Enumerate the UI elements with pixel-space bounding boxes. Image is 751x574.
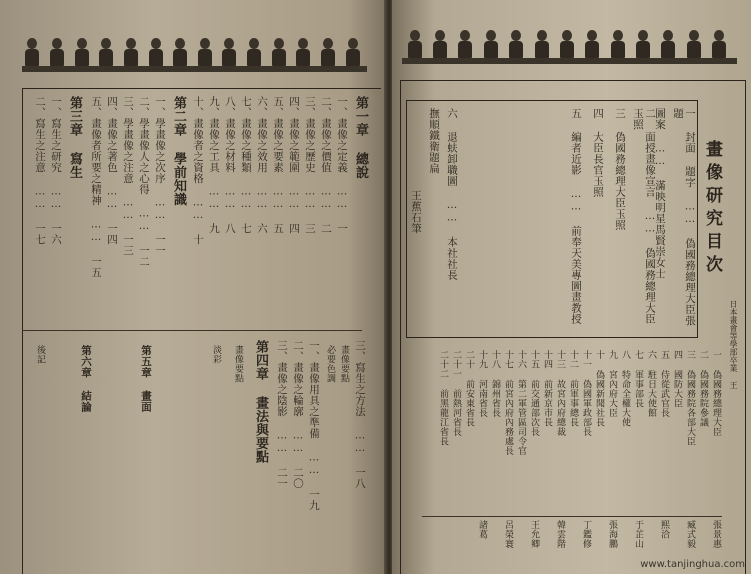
toc-item: 一、學畫像之次序 …… 一一 xyxy=(154,96,166,256)
official-name: 呂榮寰 xyxy=(503,520,513,549)
left-banner-illustration xyxy=(20,22,365,70)
toc-item: 八、畫像之材料 …… 八 xyxy=(224,96,236,234)
toc-item: 二、寫生之注意 …… 一七 xyxy=(34,96,46,245)
right-page xyxy=(392,0,751,574)
official-name: 熙洽 xyxy=(659,520,669,539)
toc-item: 七、畫像之種類 …… 七 xyxy=(240,96,252,234)
official-name: 韓雲階 xyxy=(555,520,565,549)
official-name: 諸葛 xyxy=(477,520,487,539)
left-mid-rule xyxy=(22,330,362,331)
photo-entry: 圖案 …… 滿映明星馬賢崇女士 xyxy=(654,108,666,279)
photo-entry: 六 退蚨卸職圖 …… 本社社長 xyxy=(446,108,458,281)
official-entry: 二十一 前熱河省長 xyxy=(451,350,461,437)
banner-desk xyxy=(402,58,737,64)
toc-label: 第六章 結論 xyxy=(80,345,92,413)
toc-label: 第五章 畫面 xyxy=(140,345,152,413)
official-entry: 十九 河南省長 xyxy=(477,350,487,418)
banner-desk xyxy=(22,66,367,72)
official-name: 張景惠 xyxy=(711,520,721,549)
official-name: 臧式毅 xyxy=(685,520,695,549)
official-entry: 二十 前安東省長 xyxy=(464,350,474,427)
official-entry: 十二 前軍事總長 xyxy=(568,350,578,427)
toc-item: 三、畫像之歷史 …… 三 xyxy=(304,96,316,234)
official-entry: 一 偽國務總理大臣 xyxy=(711,350,721,437)
photo-entry: 二 面授畫像宣言 …… 偽國務總理大臣玉照 xyxy=(632,108,656,325)
official-name: 丁鑑修 xyxy=(581,520,591,549)
photo-entry: 撫順鐵衛題扁 xyxy=(428,108,440,174)
official-entry: 三 偽國務院各部大臣 xyxy=(685,350,695,446)
official-entry: 十五 前交通部次長 xyxy=(529,350,539,437)
watermark-text: www.tanjinghua.com xyxy=(640,559,745,570)
author-strip: 日本畫會等學部卒業 王 xyxy=(729,300,738,389)
official-entry: 五 侍從武官長 xyxy=(659,350,669,418)
official-entry: 十七 前宮內府內務處長 xyxy=(503,350,513,456)
photo-entry: 四 大臣長官玉照 xyxy=(592,108,604,198)
toc-item: 一、寫生之研究 …… 一六 xyxy=(50,96,62,245)
toc-item: 三、學畫像之注意 …… 一三 xyxy=(122,96,134,256)
toc-item: 二、畫像之輪廓 …… 二〇 xyxy=(292,340,304,489)
toc-item: 五、畫像之要素 …… 五 xyxy=(272,96,284,234)
official-name: 于芷山 xyxy=(633,520,643,549)
official-entry: 十六 第二軍管區司令官 xyxy=(516,350,526,456)
toc-item: 五、畫像者所要之精神 …… 一五 xyxy=(90,96,102,278)
chapter-4-heading: 第四章 畫法與要點 xyxy=(253,340,268,464)
photo-entry: 三 偽國務總理大臣玉照 xyxy=(614,108,626,231)
official-name: 王允卿 xyxy=(529,520,539,549)
toc-item: 六、畫像之效用 …… 六 xyxy=(256,96,268,234)
official-entry: 十一 偽國軍政部長 xyxy=(581,350,591,437)
toc-item: 二、畫像之價值 …… 二 xyxy=(320,96,332,234)
lower-list-rule xyxy=(422,516,722,517)
official-entry: 二 偽國務院參議 xyxy=(698,350,708,427)
toc-item: 二、學畫像人之心得 …… 一二 xyxy=(138,96,150,267)
photo-entry: 五 編者近影 …… 前奉天美專圖畫教授 xyxy=(570,108,582,325)
official-entry: 六 駐日大使館 xyxy=(646,350,656,418)
toc-item: 四、畫像之著色 …… 一四 xyxy=(106,96,118,245)
toc-label: 後記 xyxy=(35,345,45,364)
right-banner-illustration xyxy=(402,14,732,62)
official-entry: 四 國防大臣 xyxy=(672,350,682,408)
chapter-2-heading: 第二章 學前知識 xyxy=(171,96,186,206)
photo-entry: 王蕉石筆 xyxy=(410,190,422,234)
toc-label: 畫像要點 xyxy=(339,345,349,383)
toc-item: 九、畫像之工具 …… 九 xyxy=(208,96,220,234)
toc-item: 十、畫像者之資格 …… 十 xyxy=(192,96,204,245)
official-entry: 十 偽國新聞社長 xyxy=(594,350,604,427)
toc-item: 三、寫生之方法 …… 一八 xyxy=(354,340,366,489)
toc-item: 一、畫像之定義 …… 一 xyxy=(336,96,348,234)
chapter-3-heading: 第三章 寫生 xyxy=(67,96,82,179)
official-entry: 二十二 前黑龍江省長 xyxy=(438,350,448,446)
official-entry: 九 宮內府大臣 xyxy=(607,350,617,418)
official-name: 張海鵬 xyxy=(607,520,617,549)
toc-item: 四、畫像之範圍 …… 四 xyxy=(288,96,300,234)
official-entry: 八 特命全權大使 xyxy=(620,350,630,427)
toc-label: 畫像要點 xyxy=(233,345,243,383)
toc-item: 一、畫像用具之準備 …… 一九 xyxy=(308,340,320,511)
official-entry: 十八 錦州省長 xyxy=(490,350,500,418)
photo-entry: 一 封面 題字 …… 偽國務總理大臣張題 xyxy=(672,108,696,326)
official-entry: 七 軍事部長 xyxy=(633,350,643,408)
official-entry: 十四 前新京市長 xyxy=(542,350,552,427)
official-entry: 十三 故宮內府總裁 xyxy=(555,350,565,437)
toc-item: 三、畫像之陰影 …… 二一 xyxy=(276,340,288,489)
toc-label: 必要色調 xyxy=(325,345,335,383)
chapter-1-heading: 第一章 總說 xyxy=(353,96,368,179)
toc-title: 畫像研究目次 xyxy=(702,140,722,278)
toc-label: 淡彩 xyxy=(211,345,221,364)
